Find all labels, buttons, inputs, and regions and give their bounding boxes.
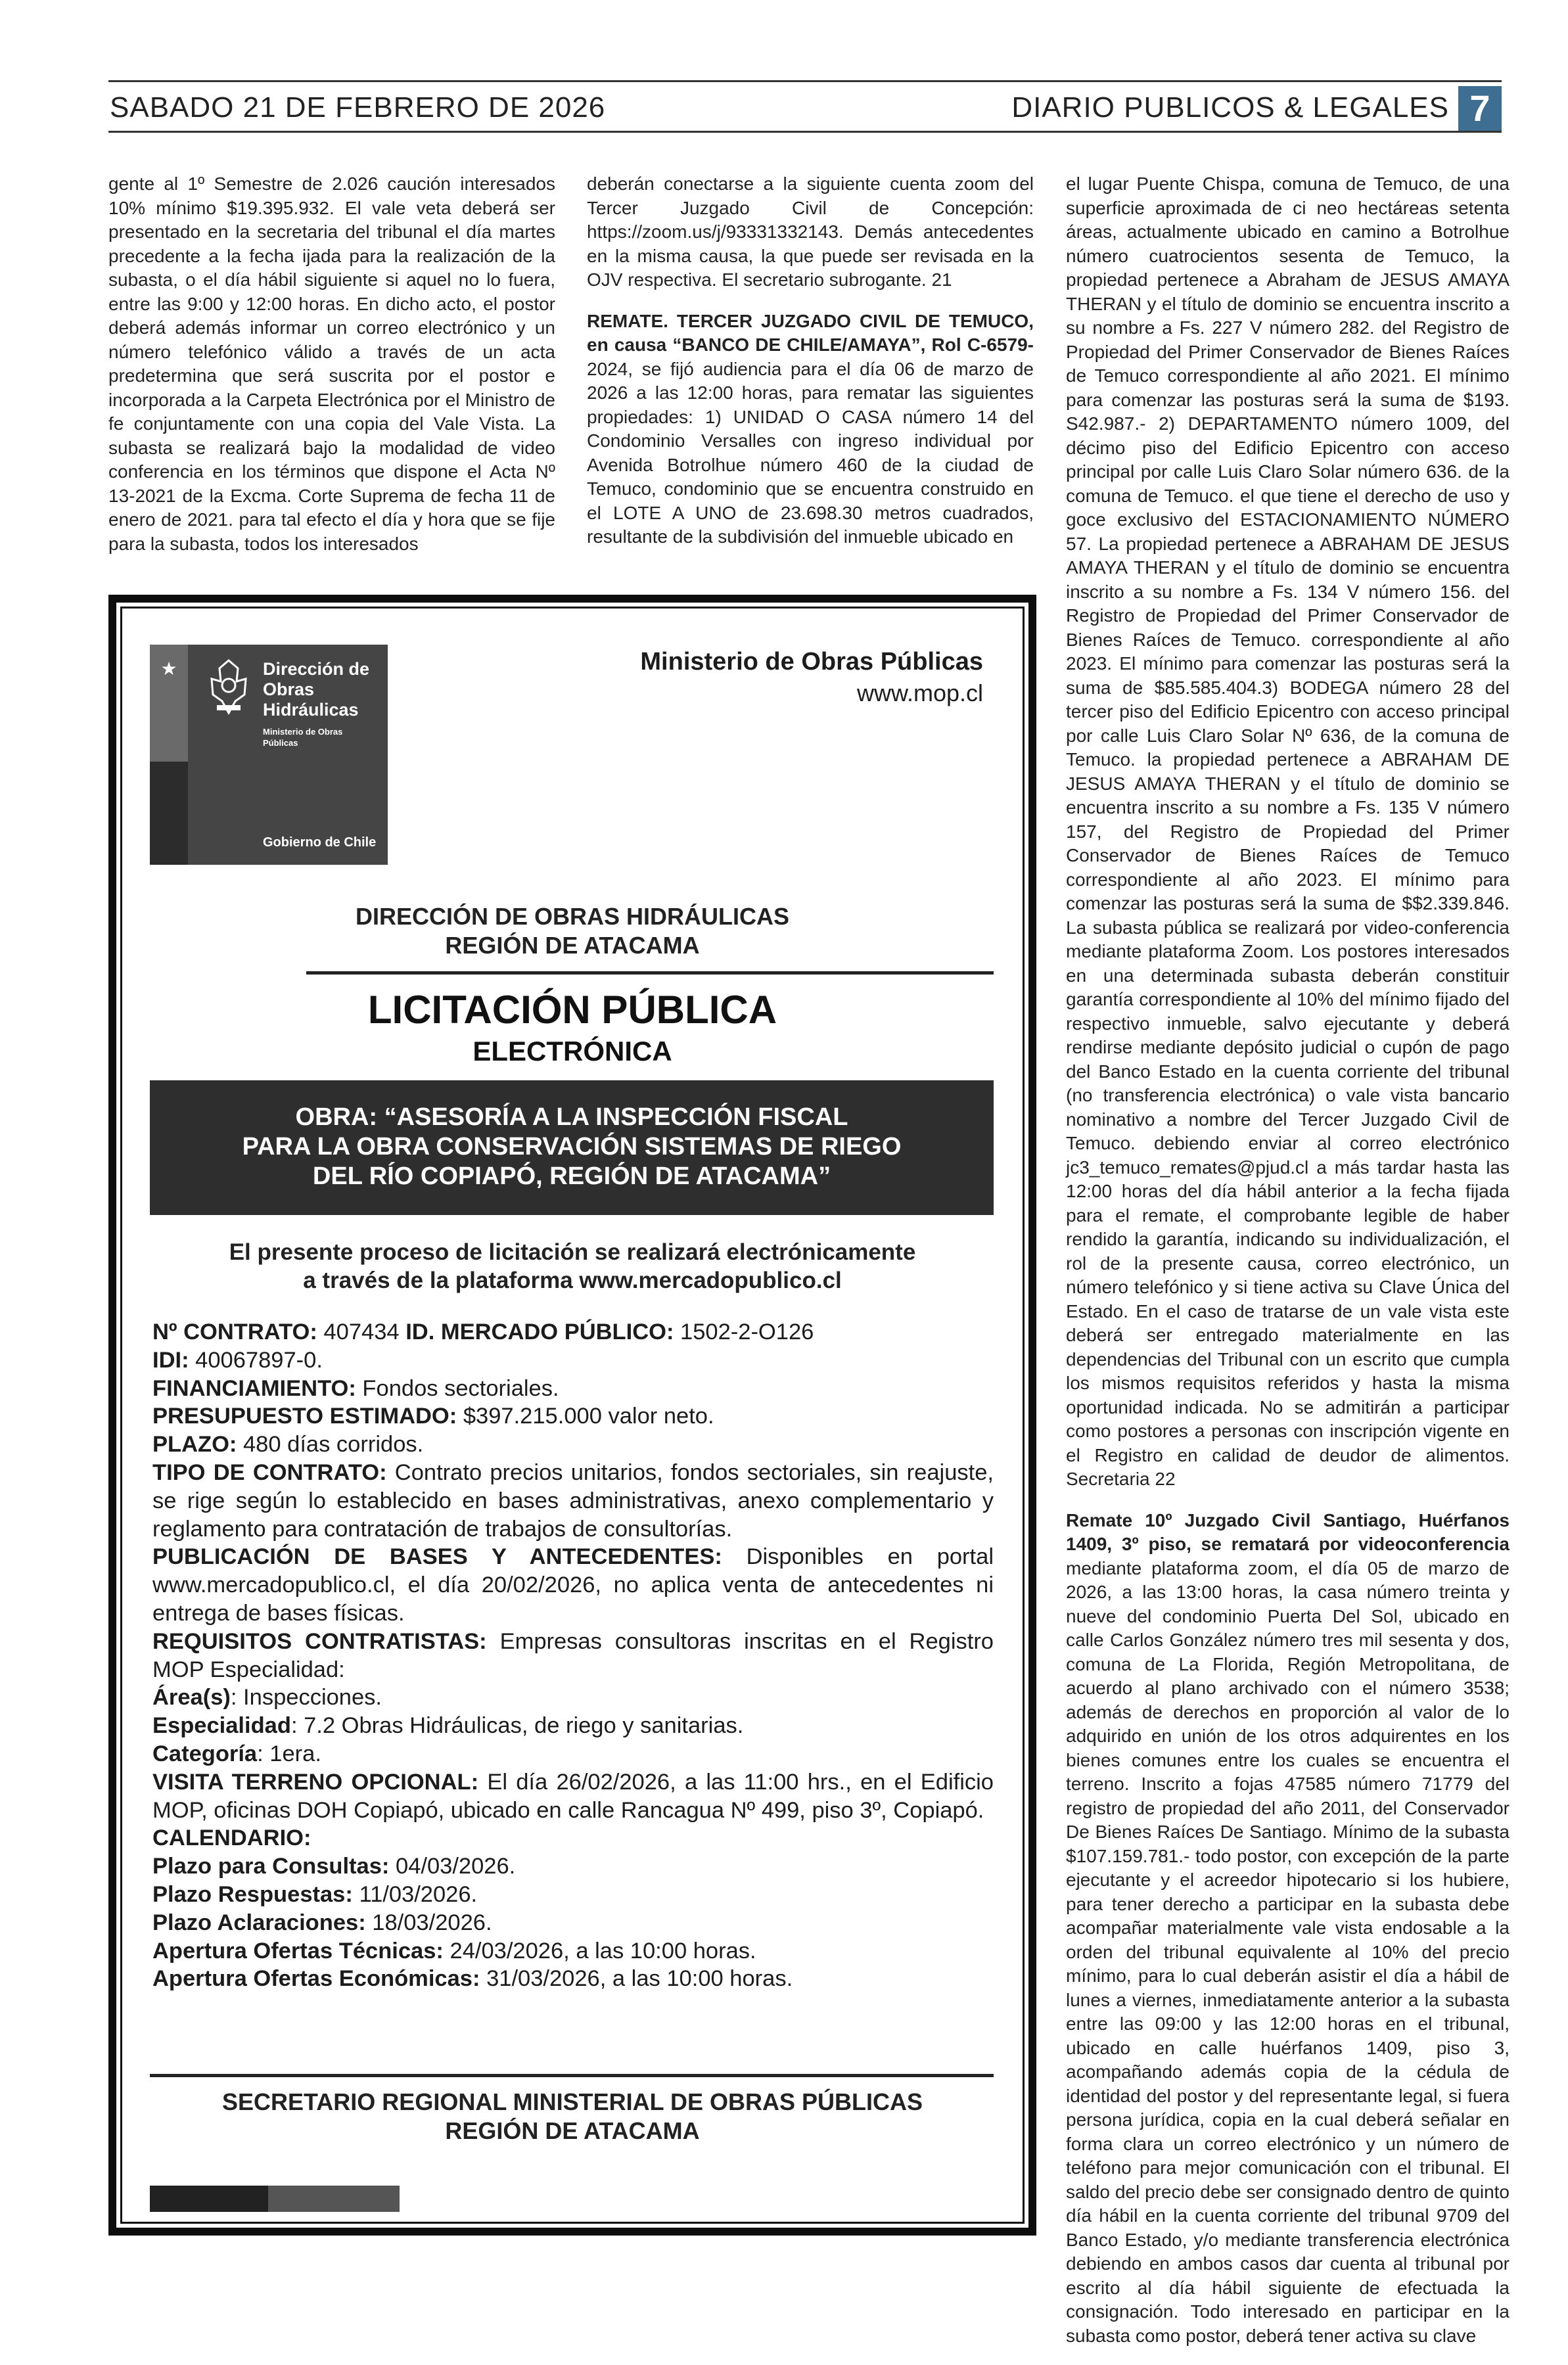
col1-paragraph: gente al 1º Semestre de 2.026 caución interesados 10% mínimo $19.395.932. El vale veta deberá ser presentado en la secretaria del tribunal el día martes precedente a la fecha ijada para la realización de la subasta, o el día hábil siguiente si aquel no lo fuera, entre las 9:00 y 12:00 horas. En dicho acto, el postor deberá además informar un correo electrónico y un número telefónico válido a través de un acta predetermina que será suscrita por el postor e incorporada a la Carpeta Electrónica por el Ministro de fe conjuntamente con una copia del Vale Vista. La subasta se realizará bajo la modalidad de video conferencia en los términos que dispone el Acta Nº 13-2021 de la Excma. Corte Suprema de fecha 11 de enero de 2021. para tal efecto el día y hora que se fije para la subasta, todos los interesados	[108, 173, 555, 554]
idi-label: IDI:	[152, 1347, 189, 1373]
divider-bottom	[150, 2074, 994, 2077]
tecnicas-value: 24/03/2026, a las 10:00 horas.	[443, 1938, 756, 1963]
direction-line-1: DIRECCIÓN DE OBRAS HIDRÁULICAS	[355, 903, 790, 930]
header-date: SABADO 21 DE FEBRERO DE 2026	[110, 91, 606, 124]
logo-gobierno: Gobierno de Chile	[263, 835, 377, 850]
licitacion-subtitle: ELECTRÓNICA	[473, 1036, 672, 1067]
detail-financiamiento	[152, 1375, 994, 1403]
column-1	[108, 172, 555, 573]
detail-aclaraciones	[152, 1909, 994, 1937]
visita-label: VISITA TERRENO OPCIONAL:	[152, 1769, 479, 1795]
divider-top	[306, 971, 994, 975]
col3-paragraph-2	[1066, 1509, 1510, 2349]
detail-visita	[152, 1768, 994, 1825]
consultas-value: 04/03/2026.	[389, 1854, 516, 1879]
mercado-value: 1502-2-O126	[674, 1320, 814, 1344]
footer-line-2: REGIÓN DE ATACAMA	[445, 2117, 700, 2144]
requisitos-value: Empresas consultoras inscritas en el Registro MOP Especialidad:	[152, 1628, 994, 1682]
col2-remate-lead: REMATE. TERCER JUZGADO CIVIL DE TEMUCO, en causa “BANCO DE CHILE/AMAYA”, Rol C-6579-	[587, 310, 1034, 355]
visita-value: El día 26/02/2026, a las 11:00 hrs., en el Edificio MOP, oficinas DOH Copiapó, ubicado en calle Rancagua Nº 499, piso 3º, Copiapó.	[152, 1769, 994, 1823]
calendario-label: CALENDARIO:	[152, 1825, 311, 1851]
area-label: Área(s)	[152, 1685, 231, 1711]
detail-calendario	[152, 1824, 994, 1852]
categoria-value: : 1era.	[257, 1741, 321, 1766]
page-number-badge: 7	[1458, 86, 1502, 131]
plazo-label: PLAZO:	[152, 1432, 237, 1458]
categoria-label: Categoría	[152, 1741, 258, 1766]
column-3	[1066, 172, 1510, 2365]
contrato-label: Nº CONTRATO:	[152, 1320, 317, 1344]
col3-remate-lead: Remate 10º Juzgado Civil Santiago, Huérfanos 1409, 3º piso, se rematará por videoconferencia	[1066, 1509, 1510, 1554]
consultas-label: Plazo para Consultas:	[152, 1854, 390, 1879]
logo-flag-bottom	[150, 762, 188, 865]
ad-inner-frame	[120, 607, 1025, 2224]
detail-respuestas	[152, 1881, 994, 1909]
ministry-url: www.mop.cl	[856, 679, 983, 706]
detail-presupuesto	[152, 1402, 994, 1431]
detail-publicacion	[152, 1543, 994, 1627]
requisitos-label: REQUISITOS CONTRATISTAS:	[152, 1628, 487, 1654]
logo-title: Dirección de Obras Hidráulicas	[263, 659, 370, 720]
footer-line-1: SECRETARIO REGIONAL MINISTERIAL DE OBRAS PÚBLICAS	[221, 2088, 923, 2115]
respuestas-value: 11/03/2026.	[352, 1881, 478, 1907]
detail-especialidad	[152, 1712, 994, 1740]
area-value: : Inspecciones.	[230, 1685, 382, 1711]
header-publication: DIARIO PUBLICOS & LEGALES	[1011, 91, 1449, 124]
col2-paragraph-1: deberán conectarse a la siguiente cuenta zoom del Tercer Juzgado Civil de Concepción: https://zoom.us/j/93331332143. Demás antecedentes en la misma causa, la que puede ser revisada en la OJV respectiva. El secretario subrogante. 21	[587, 173, 1034, 290]
publicacion-label: PUBLICACIÓN DE BASES Y ANTECEDENTES:	[152, 1544, 722, 1570]
respuestas-label: Plazo Respuestas:	[152, 1881, 353, 1907]
footer-bar-light	[268, 2186, 400, 2212]
especialidad-value: : 7.2 Obras Hidráulicas, de riego y sanitarias.	[290, 1713, 744, 1739]
aclaraciones-value: 18/03/2026.	[365, 1910, 492, 1935]
footer-bar-dark	[150, 2186, 268, 2212]
presupuesto-value: $397.215.000 valor neto.	[457, 1404, 714, 1429]
detail-tecnicas	[152, 1937, 994, 1965]
col2-paragraph-2	[587, 310, 1034, 549]
aclaraciones-label: Plazo Aclaraciones:	[152, 1910, 366, 1935]
financiamiento-label: FINANCIAMIENTO:	[152, 1375, 356, 1401]
detail-categoria	[152, 1740, 994, 1768]
column-2	[587, 172, 1034, 566]
economicas-value: 31/03/2026, a las 10:00 horas.	[480, 1966, 793, 1992]
obra-text	[150, 1103, 994, 1191]
col3-paragraph-1: el lugar Puente Chispa, comuna de Temuco, de una superficie aproximada de ci neo hectáreas setenta áreas, actualmente ubicado en camino a Botrolhue número cuatrocientos sesenta de Temuco, la propiedad pertenece a Abraham de JESUS AMAYA THERAN y el título de dominio se encuentra inscrito a su nombre a Fs. 227 V número 282. del Registro de Propiedad del Primer Conservador de Bienes Raíces de Temuco correspondiente al año 2021. El mínimo para comenzar las posturas será la suma de $193. S42.987.- 2) DEPARTAMENTO número 1009, del décimo piso del Edificio Epicentro con acceso principal por calle Luis Claro Solar número 636. de la comuna de Temuco. el que tiene el derecho de uso y goce exclusivo del ESTACIONAMIENTO NÚMERO 57. La propiedad pertenece a ABRAHAM DE JESUS AMAYA THERAN y el título de dominio se encuentra inscrito a su nombre a Fs. 134 V número 156. del Registro de Propiedad del Primer Conservador de Bienes Raíces de Temuco. correspondiente al año 2023. El mínimo para comenzar las posturas será la suma de $85.585.404.3) BODEGA número 28 del tercer piso del Edificio Epicentro con acceso principal por calle Luis Claro Solar Nº 636, de la comuna de Temuco. la propiedad pertenece a ABRAHAM DE JESUS AMAYA THERAN y el título de dominio se encuentra inscrito a su nombre a Fs. 135 V número 157, del Registro de Propiedad del Primer Conservador de Bienes Raíces de Temuco correspondiente al año 2023. El mínimo para comenzar las posturas será la suma de $$2.339.846. La subasta pública se realizará por video-conferencia mediante plataforma Zoom. Los postores interesados en una determinada subasta deberán constituir garantía correspondiente al 10% del mínimo fijado del respectivo inmueble, salvo ejecutante y deberá rendirse mediante depósito judicial o cupón de pago del Banco Estado en la cuenta corriente del tribunal (no transferencia electrónica) o vale vista bancario nominativo a nombre del Tercer Juzgado Civil de Temuco. debiendo enviar al correo electrónico jc3_temuco_remates@pjud.cl a más tardar hasta las 12:00 horas del día hábil anterior a la fecha fijada para el remate, el comprobante legible de haber rendido la garantía, indicando su individualización, el rol de la presente causa, correo electrónico, un número telefónico y si tiene activa su Clave Única del Estado. En el caso de tratarse de un vale vista este deberá ser entregado materialmente en las dependencias del Tribunal con un escrito que cumpla los mismos requisitos referidos y hasta la misma oportunidad indicada. No se admitirán a participar como postores a personas con inscripción vigente en el Registro en calidad de deudor de alimentos. Secretaria 22	[1066, 173, 1510, 1489]
logo-subtitle: Ministerio de Obras Públicas	[263, 727, 343, 748]
contrato-value: 407434	[317, 1320, 406, 1344]
detail-contrato	[152, 1318, 994, 1346]
detail-consultas	[152, 1852, 994, 1881]
licitacion-details	[152, 1318, 994, 1993]
process-line-2: a través de la plataforma www.mercadopublico.cl	[303, 1268, 842, 1293]
mop-licitacion-ad	[108, 595, 1036, 2236]
col2-remate-body: 2024, se fijó audiencia para el día 06 de marzo de 2026 a las 12:00 horas, para rematar las siguientes propiedades: 1) UNIDAD O CASA número 14 del Condominio Versalles con ingreso individual por Avenida Botrolhue número 460 de la ciudad de Temuco, condominio que se encuentra construido en el LOTE A UNO de 23.698.30 metros cuadrados, resultante de la subdivisión del inmueble ubicado en	[587, 358, 1034, 547]
detail-area	[152, 1684, 994, 1712]
obra-line-1: OBRA: “ASESORÍA A LA INSPECCIÓN FISCAL	[295, 1103, 848, 1131]
tipo-value: Contrato precios unitarios, fondos sectoriales, sin reajuste, se rige según lo establecido en bases administrativas, anexo complementario y reglamento para contratación de trabajos de consultorías.	[152, 1459, 994, 1542]
ministry-name: Ministerio de Obras Públicas	[640, 648, 983, 676]
process-line-1: El presente proceso de licitación se realizará electrónicamente	[229, 1239, 916, 1265]
coat-of-arms-icon	[200, 655, 258, 718]
detail-economicas	[152, 1965, 994, 1993]
obra-line-3: DEL RÍO COPIAPÓ, REGIÓN DE ATACAMA”	[312, 1162, 831, 1190]
direction-line-2: REGIÓN DE ATACAMA	[445, 932, 700, 959]
idi-value: 40067897-0.	[189, 1347, 323, 1373]
tecnicas-label: Apertura Ofertas Técnicas:	[152, 1938, 444, 1963]
star-icon: ★	[160, 658, 177, 679]
doh-logo	[150, 645, 388, 865]
plazo-value: 480 días corridos.	[237, 1432, 424, 1458]
licitacion-title: LICITACIÓN PÚBLICA	[367, 988, 777, 1032]
detail-requisitos	[152, 1628, 994, 1684]
detail-idi	[152, 1346, 994, 1375]
publicacion-value: Disponibles en portal www.mercadopublico.cl, el día 20/02/2026, no aplica venta de antecedentes ni entrega de bases físicas.	[152, 1544, 994, 1626]
financiamiento-value: Fondos sectoriales.	[356, 1375, 559, 1401]
detail-tipo-contrato	[152, 1459, 994, 1543]
mercado-label: ID. MERCADO PÚBLICO:	[405, 1320, 674, 1344]
obra-banner	[150, 1080, 994, 1215]
economicas-label: Apertura Ofertas Económicas:	[152, 1966, 480, 1992]
col3-remate-body: mediante plataforma zoom, el día 05 de marzo de 2026, a las 13:00 horas, la casa número treinta y nueve del condominio Puerta Del Sol, ubicado en calle Carlos González número tres mil sesenta y dos, comuna de La Florida, Región Metropolitana, de acuerdo al plano archivado con el número 3538; además de derechos en proporción al valor de lo adquirido en unión de los otros adquirentes en los bienes comunes entre los cuales se encuentra el terreno. Inscrito a fojas 47585 número 71779 del registro de propiedad del año 2011, del Conservador De Bienes Raíces De Santiago. Mínimo de la subasta $107.159.781.- todo postor, con excepción de la parte ejecutante y el acreedor hipotecario si los hubiere, para tener derecho a participar en la subasta debe acompañar materialmente vale vista endosable a la orden del tribunal equivalente al 10% del precio mínimo, para lo cual deberán asistir el día a hábil de lunes a viernes, inmediatamente anterior a la subasta entre las 09:00 y las 12:00 horas en el tribunal, ubicado en calle huérfanos 1409, piso 3, acompañando además copia de la cédula de identidad del postor y del representante legal, si fuera persona jurídica, copia en la cual deberá señalar en forma clara un correo electrónico y un número de teléfono para mejor comunicación con el tribunal. El saldo del precio debe ser consignado dentro de quinto día hábil en la cuenta corriente del tribunal 9709 del Banco Estado, y/o mediante transferencia electrónica debiendo en ambos casos dar cuenta al tribunal por escrito al día hábil siguiente de efectuada la consignación. Todo interesado en participar en la subasta como postor, deberá tener activa su clave	[1066, 1557, 1510, 2346]
logo-flag-top	[150, 645, 188, 762]
especialidad-label: Especialidad	[152, 1713, 291, 1739]
tipo-label: TIPO DE CONTRATO:	[152, 1459, 387, 1485]
page-header	[108, 80, 1502, 133]
detail-plazo	[152, 1431, 994, 1459]
presupuesto-label: PRESUPUESTO ESTIMADO:	[152, 1404, 457, 1429]
obra-line-2: PARA LA OBRA CONSERVACIÓN SISTEMAS DE RIEGO	[242, 1133, 902, 1160]
